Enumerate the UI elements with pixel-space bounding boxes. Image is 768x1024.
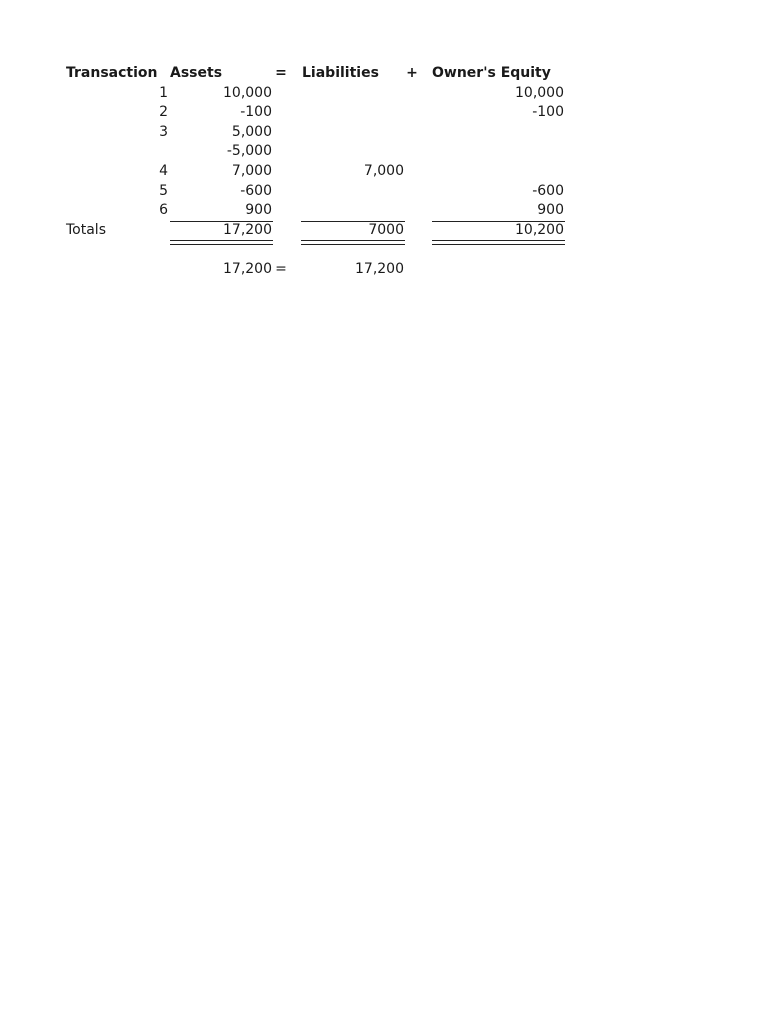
header-liabilities: Liabilities: [302, 65, 379, 81]
check-equals-sign: =: [275, 260, 287, 277]
assets-value: -100: [240, 104, 272, 121]
assets-value: 5,000: [231, 123, 272, 140]
owners-equity-total: 10,200: [515, 221, 564, 238]
assets-value: 900: [245, 202, 272, 219]
owners-equity-value: -100: [532, 104, 564, 121]
header-owners-equity: Owner's Equity: [432, 65, 551, 81]
owners-equity-value: -600: [532, 182, 564, 199]
owners-equity-value: 900: [537, 202, 564, 219]
assets-total-double-rule: [170, 240, 273, 245]
header-transaction: Transaction: [66, 65, 158, 81]
transaction-number: 2: [159, 104, 168, 121]
assets-value: 7,000: [231, 162, 272, 179]
transaction-number: 1: [159, 84, 168, 101]
totals-label: Totals: [66, 221, 106, 238]
check-assets-total: 17,200: [223, 260, 272, 277]
assets-value: 10,000: [223, 84, 272, 101]
owners-equity-value: 10,000: [515, 84, 564, 101]
transaction-number: 6: [159, 202, 168, 219]
header-assets: Assets: [170, 65, 223, 81]
liabilities-total-double-rule: [301, 240, 405, 245]
transaction-number: 5: [159, 182, 168, 199]
liabilities-total: 7000: [368, 221, 404, 238]
header-equals-sign: =: [275, 65, 287, 81]
check-liabilities-plus-equity-total: 17,200: [355, 260, 404, 277]
header-plus-sign: +: [406, 65, 418, 81]
owners-equity-total-double-rule: [432, 240, 565, 245]
assets-total: 17,200: [223, 221, 272, 238]
liabilities-value: 7,000: [363, 162, 404, 179]
assets-value: -600: [240, 182, 272, 199]
transaction-number: 4: [159, 162, 168, 179]
transaction-number: 3: [159, 123, 168, 140]
assets-value: -5,000: [226, 143, 272, 160]
